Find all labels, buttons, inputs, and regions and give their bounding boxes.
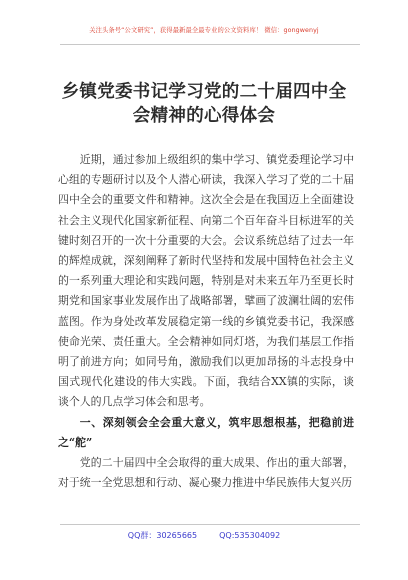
document-title: 乡镇党委书记学习党的二十届四中全会精神的心得体会 [61, 82, 347, 126]
document-body [58, 150, 354, 493]
section-1-paragraph: 党的二十届四中全会取得的重大成果、作出的重大部署，对于统一全党思想和行动、凝心聚力推进中华民族伟大复兴历 [58, 456, 354, 490]
section-heading-1: 一、深刻领会全会重大意义，筑牢思想根基，把稳前进之“舵” [58, 415, 354, 449]
footer-divider [60, 524, 360, 525]
footer-qq-group: QQ群：30265665 [127, 531, 198, 540]
intro-paragraph: 近期，通过参加上级组织的集中学习、镇党委理论学习中心组的专题研讨以及个人潜心研读，我深入学习了党的二十届四中全会的重要文件和精神。这次全会是在我国迈上全面建设社会主义现代化国家新征程、向第二个百年奋斗目标进军的关键时刻召开的一次十分重要的大会。会议系统总结了过去一年的辉煌成就，深刻阐释了新时代坚持和发展中国特色社会主义的一系列重大理论和实践问题，特别是对未来五年乃至更长时期党和国家事业发展作出了战略部署，擘画了波澜壮阔的宏伟蓝图。作为身处改革发展稳定第一线的乡镇党委书记，我深感使命光荣、责任重大。全会精神如同灯塔，为我们基层工作指明了前进方向；如同号角，激励我们以更加昂扬的斗志投身中国式现代化建设的伟大实践。下面，我结合XX镇的实际，谈谈个人的几点学习体会和思考。 [58, 153, 354, 409]
footer-qq: QQ:535304092 [219, 531, 281, 540]
footer-contact [0, 530, 408, 541]
header-promo-note: 关注头条号“公文研究”，获得最新最全最专业的公文资料库！ 微信：gongwenyj [89, 27, 319, 34]
header-divider [60, 44, 360, 45]
